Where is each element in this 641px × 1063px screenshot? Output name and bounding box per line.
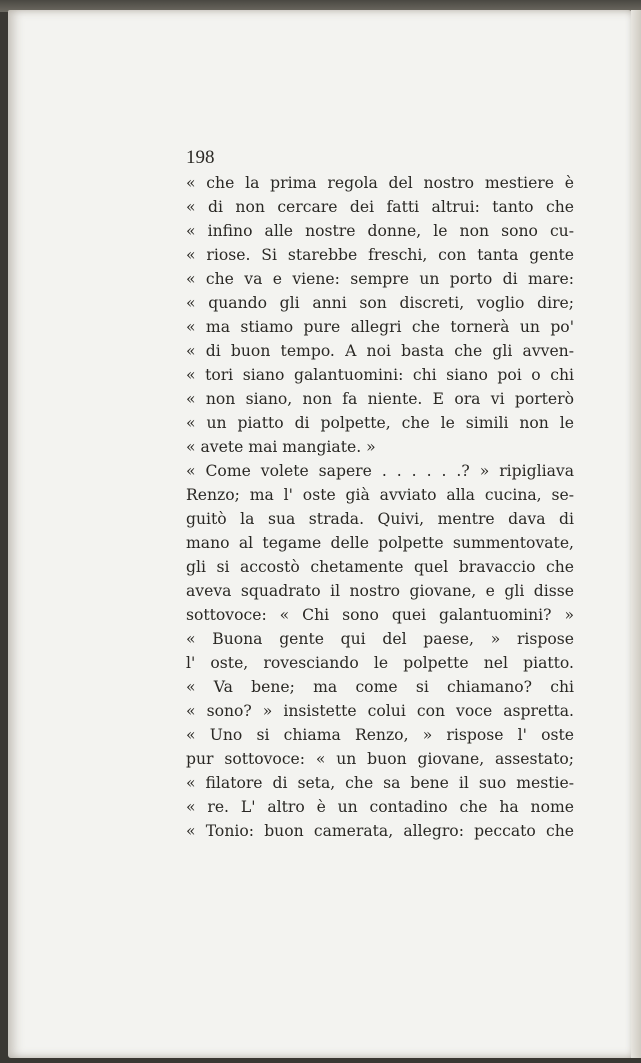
text-line: « un piatto di polpette, che le simili non le [186, 414, 574, 432]
text-line: « Tonio: buon camerata, allegro: peccato che [186, 822, 574, 840]
text-line: l' oste, rovesciando le polpette nel piatto. [186, 654, 574, 672]
text-line: sottovoce: « Chi sono quei galantuomini? » [186, 606, 574, 624]
text-line: mano al tegame delle polpette summentovate, [186, 534, 574, 552]
text-line: pur sottovoce: « un buon giovane, assestato; [186, 750, 574, 768]
text-line: « re. L' altro è un contadino che ha nome [186, 798, 574, 816]
text-line: « Come volete sapere . . . . . .? » ripigliava [186, 462, 574, 480]
text-line: « quando gli anni son discreti, voglio dire; [186, 294, 574, 312]
page-number: 198 [186, 147, 215, 168]
text-line: « riose. Si starebbe freschi, con tanta gente [186, 246, 574, 264]
text-line: « infino alle nostre donne, le non sono cu- [186, 222, 574, 240]
text-line: « ma stiamo pure allegri che tornerà un po' [186, 318, 574, 336]
text-line: « non siano, non fa niente. E ora vi porterò [186, 390, 574, 408]
text-line: « avete mai mangiate. » [186, 438, 376, 456]
text-line: « sono? » insistette colui con voce aspretta. [186, 702, 574, 720]
text-line: « tori siano galantuomini: chi siano poi o chi [186, 366, 574, 384]
text-line: « Buona gente qui del paese, » rispose [186, 630, 574, 648]
text-line: « filatore di seta, che sa bene il suo mestie- [186, 774, 574, 792]
text-line: « Va bene; ma come si chiamano? chi [186, 678, 574, 696]
text-line: aveva squadrato il nostro giovane, e gli disse [186, 582, 574, 600]
text-line: « Uno si chiama Renzo, » rispose l' oste [186, 726, 574, 744]
text-line: gli si accostò chetamente quel bravaccio che [186, 558, 574, 576]
text-line: « che la prima regola del nostro mestiere è [186, 174, 574, 192]
text-line: « che va e viene: sempre un porto di mare: [186, 270, 574, 288]
text-line: guitò la sua strada. Quivi, mentre dava di [186, 510, 574, 528]
text-line: « di buon tempo. A noi basta che gli avven- [186, 342, 574, 360]
text-line: « di non cercare dei fatti altrui: tanto che [186, 198, 574, 216]
text-line: Renzo; ma l' oste già avviato alla cucina, se- [186, 486, 574, 504]
page-edge [631, 10, 641, 1058]
